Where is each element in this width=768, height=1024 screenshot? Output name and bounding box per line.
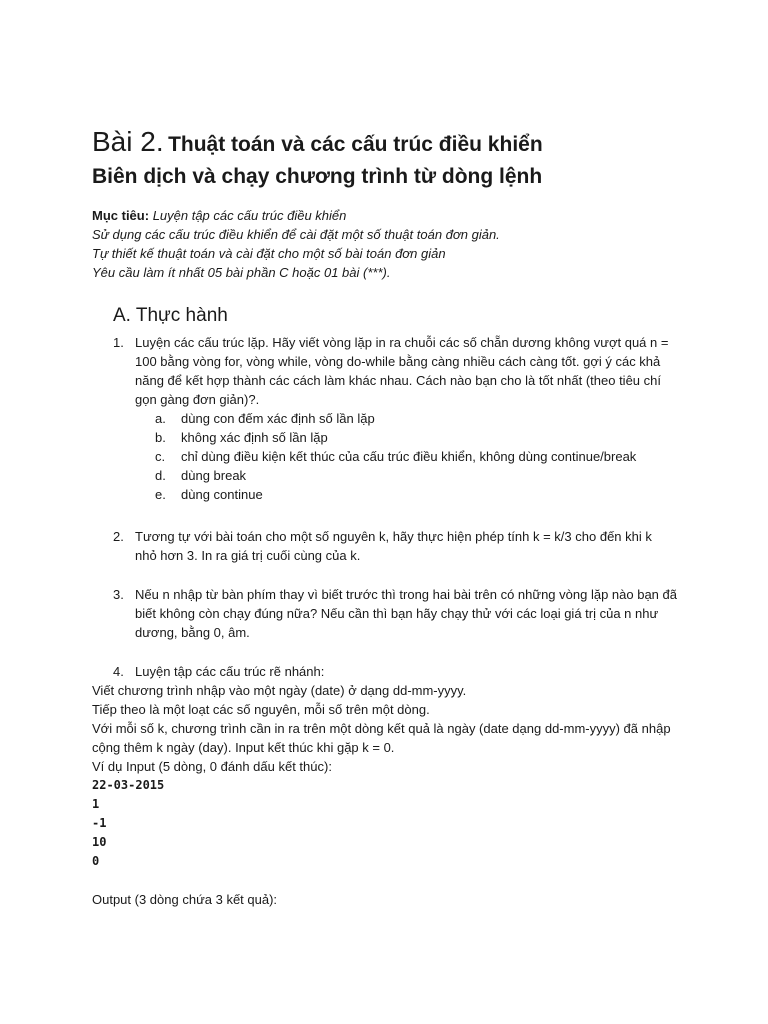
- ex4-line-1: Viết chương trình nhập vào một ngày (date) ở dạng dd-mm-yyyy.: [92, 683, 467, 698]
- list-item: [113, 662, 677, 681]
- goal-line-1: Luyện tập các cấu trúc điều khiển: [152, 208, 347, 223]
- sub-item-letter: b.: [155, 430, 166, 445]
- title-number: Bài 2.: [92, 126, 164, 157]
- input-line: 22-03-2015: [92, 778, 165, 792]
- input-line: 0: [92, 854, 100, 868]
- item-text: Luyện tập các cấu trúc rẽ nhánh:: [135, 664, 325, 679]
- exercise-list-3: [113, 585, 677, 642]
- list-item: [113, 527, 677, 565]
- title-text: Thuật toán và các cấu trúc điều khiển: [168, 133, 543, 156]
- sub-item: [155, 428, 677, 447]
- sub-item: [155, 409, 677, 428]
- section-heading: A. Thực hành: [113, 305, 228, 326]
- sub-item-text: không xác định số lần lặp: [181, 430, 328, 445]
- sub-item-letter: c.: [155, 449, 166, 464]
- item-number: 1.: [113, 335, 124, 350]
- input-line: -1: [92, 816, 107, 830]
- ex4-line-2: Tiếp theo là một loạt các số nguyên, mỗi số trên một dòng.: [92, 702, 430, 717]
- item-number: 2.: [113, 529, 124, 544]
- goals-label: Mục tiêu:: [92, 208, 150, 223]
- sub-item-letter: e.: [155, 487, 166, 502]
- sub-item: [155, 466, 677, 485]
- sub-item-text: dùng break: [181, 468, 247, 483]
- exercise-list-2: [113, 527, 677, 565]
- item-text: Nếu n nhập từ bàn phím thay vì biết trước thì trong hai bài trên có những vòng lặp nào bạn đã biết không còn chạy đúng nữa? Nếu cần thì bạn hãy chạy thử với các loại giá trị của n như dương, bằng 0, âm.: [135, 587, 677, 640]
- exercise-4-description: [92, 681, 672, 909]
- goal-line-2: Sử dụng các cấu trúc điều khiển để cài đặt một số thuật toán đơn giản.: [92, 227, 500, 242]
- sub-item-letter: a.: [155, 411, 166, 426]
- input-line: 1: [92, 797, 100, 811]
- sub-item-text: dùng continue: [181, 487, 263, 502]
- example-output-label: Output (3 dòng chứa 3 kết quả):: [92, 892, 278, 907]
- input-line: 10: [92, 835, 107, 849]
- item-text: Luyện các cấu trúc lặp. Hãy viết vòng lặp in ra chuỗi các số chẵn dương không vượt quá n = 100 bằng vòng for, vòng while, vòng do-while bằng càng nhiều cách càng tốt. gợi ý các khả năng để kết hợp thành các cách làm khác nhau. Cách nào bạn cho là tốt nhất (theo tiêu chí gọn gàng đơn giản)?.: [135, 335, 669, 407]
- item-text: Tương tự với bài toán cho một số nguyên k, hãy thực hiện phép tính k = k/3 cho đến khi k nhỏ hơn 3. In ra giá trị cuối cùng của k.: [135, 529, 652, 563]
- list-item: [113, 585, 677, 642]
- page-subtitle: Biên dịch và chạy chương trình từ dòng lệnh: [92, 165, 543, 188]
- sub-item-text: chỉ dùng điều kiện kết thúc của cấu trúc điều khiển, không dùng continue/break: [181, 449, 637, 464]
- list-item: [113, 333, 677, 409]
- goal-line-4: Yêu cầu làm ít nhất 05 bài phần C hoặc 01 bài (***).: [92, 265, 391, 280]
- page-title: [92, 126, 543, 158]
- goal-line-3: Tự thiết kế thuật toán và cài đặt cho một số bài toán đơn giản: [92, 246, 446, 261]
- sub-item: [155, 485, 677, 504]
- exercise-list-4: [113, 662, 677, 681]
- ex4-line-3: Với mỗi số k, chương trình cần in ra trên một dòng kết quả là ngày (date dạng dd-mm-yyyy) đã nhập cộng thêm k ngày (day). Input kết thúc khi gặp k = 0.: [92, 721, 671, 755]
- example-input-label: Ví dụ Input (5 dòng, 0 đánh dấu kết thúc):: [92, 759, 332, 774]
- goals-block: [92, 206, 500, 282]
- exercise-list-1: [113, 333, 677, 504]
- sub-item-letter: d.: [155, 468, 166, 483]
- sub-item-text: dùng con đếm xác định số lần lặp: [181, 411, 375, 426]
- item-number: 3.: [113, 587, 124, 602]
- sub-item: [155, 447, 677, 466]
- item-number: 4.: [113, 664, 124, 679]
